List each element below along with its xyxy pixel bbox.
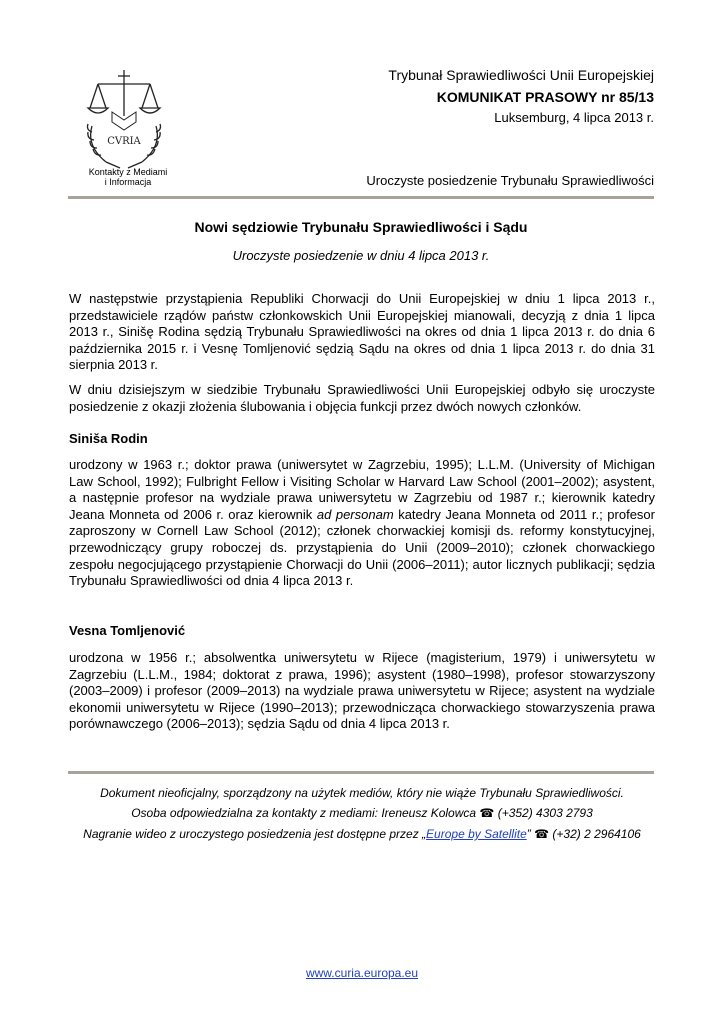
place-date: Luksemburg, 4 lipca 2013 r. <box>494 110 654 125</box>
judge-2-name: Vesna Tomljenović <box>69 623 186 638</box>
footer-video <box>60 827 664 841</box>
footer-contact-phone: (+352) 4303 2793 <box>497 806 593 820</box>
judge-1-bio-part-b: katedry Jeana Monneta od 2011 r.; profesor zaproszony w Cornell Law School (2012); członek chorwackiej komisji ds. reformy konstytucyjnej, przewodniczący grupy roboczej ds. przystąpienia do Unii (2009–2010); członek chorwackiego zespołu negocjującego przystąpienie Chorwacji do Unii (2006–2011); autor licznych publikacji; sędzia Trybunału Sprawiedliwości od dnia 4 lipca 2013 r. <box>69 506 655 589</box>
header-divider <box>68 196 654 199</box>
europe-by-satellite-link[interactable]: Europe by Satellite <box>426 827 527 841</box>
media-contacts-label <box>72 167 184 187</box>
footer-contact-text: Osoba odpowiedzialna za kontakty z mediami: Ireneusz Kolowca <box>131 806 477 820</box>
paragraph-appointment: W następstwie przystąpienia Republiki Chorwacji do Unii Europejskiej w dniu 1 lipca 2013 r., przedstawiciele rządów państw członkowskich Unii Europejskiej mianowali, decyzją z dnia 1 lipca 2013 r., Sinišę Rodina sędzią Trybunału Sprawiedliwości na okres od dnia 1 lipca 2013 r. do dnia 6 października 2015 r. i Vesnę Tomljenović sędzią Sądu na okres od dnia 1 lipca 2013 r. do dnia 31 sierpnia 2013 r. <box>69 291 655 373</box>
judge-1-bio-emphasis: ad personam <box>316 506 394 522</box>
press-release-number: KOMUNIKAT PRASOWY nr 85/13 <box>436 89 654 105</box>
court-logo <box>84 64 164 174</box>
court-name: Trybunał Sprawiedliwości Unii Europejskiej <box>388 67 654 83</box>
footer-disclaimer: Dokument nieoficjalny, sporządzony na użytek mediów, który nie wiąże Trybunału Sprawiedliwości. <box>100 786 624 800</box>
judge-1-name: Siniša Rodin <box>69 431 148 446</box>
footer-video-quote: ” <box>526 827 531 841</box>
phone-icon: ☎ <box>534 827 550 841</box>
contacts-line-2: i Informacja <box>104 177 152 187</box>
footer-video-text: Nagranie wideo z uroczystego posiedzenia jest dostępne przez „ <box>83 827 427 841</box>
scales-of-justice-icon <box>84 64 164 174</box>
release-subject: Uroczyste posiedzenie Trybunału Sprawiedliwości <box>366 173 654 188</box>
contacts-line-1: Kontakty z Mediami <box>88 167 168 177</box>
logo-text: CVRIA <box>107 136 141 147</box>
judge-1-bio-part-a: urodzony w 1963 r.; doktor prawa (uniwersytet w Zagrzebiu, 1995); L.L.M. (University of Michigan Law School, 1992); Fulbright Fellow i Visiting Scholar w Harvard Law School (2001–2002); asystent, a następnie profesor na wydziale prawa uniwersytetu w Zagrzebiu od 1987 r.; kierownik katedry Jeana Monneta od 2006 r. oraz kierownik <box>69 457 655 522</box>
judge-2-bio: urodzona w 1956 r.; absolwentka uniwersytetu w Rijece (magisterium, 1979) i uniwersytetu w Zagrzebiu (L.L.M., 1984; doktorat z prawa, 1996); asystent (1980–1998), profesor stowarzyszony (2003–2009) i profesor (2009–2013) na wydziale prawa uniwersytetu w Rijece; asystent na wydziale ekonomii uniwersytetu w Rijece (1990–2013); przewodnicząca chorwackiego stowarzyszenia prawa porównawczego (2006–2013); sędzia Sądu od dnia 4 lipca 2013 r. <box>69 650 655 732</box>
footer-video-phone: (+32) 2 2964106 <box>552 827 641 841</box>
website-link[interactable]: www.curia.europa.eu <box>305 966 419 980</box>
page-title: Nowi sędziowie Trybunału Sprawiedliwości i Sądu <box>194 219 528 235</box>
page-subtitle: Uroczyste posiedzenie w dniu 4 lipca 2013 r. <box>232 248 490 263</box>
phone-icon: ☎ <box>479 806 495 820</box>
footer-divider <box>68 771 654 774</box>
footer-contact <box>60 806 664 820</box>
judge-1-bio <box>69 457 655 590</box>
paragraph-ceremony: W dniu dzisiejszym w siedzibie Trybunału Sprawiedliwości Unii Europejskiej odbyło się uroczyste posiedzenie z okazji złożenia ślubowania i objęcia funkcji przez dwóch nowych członków. <box>69 382 655 414</box>
